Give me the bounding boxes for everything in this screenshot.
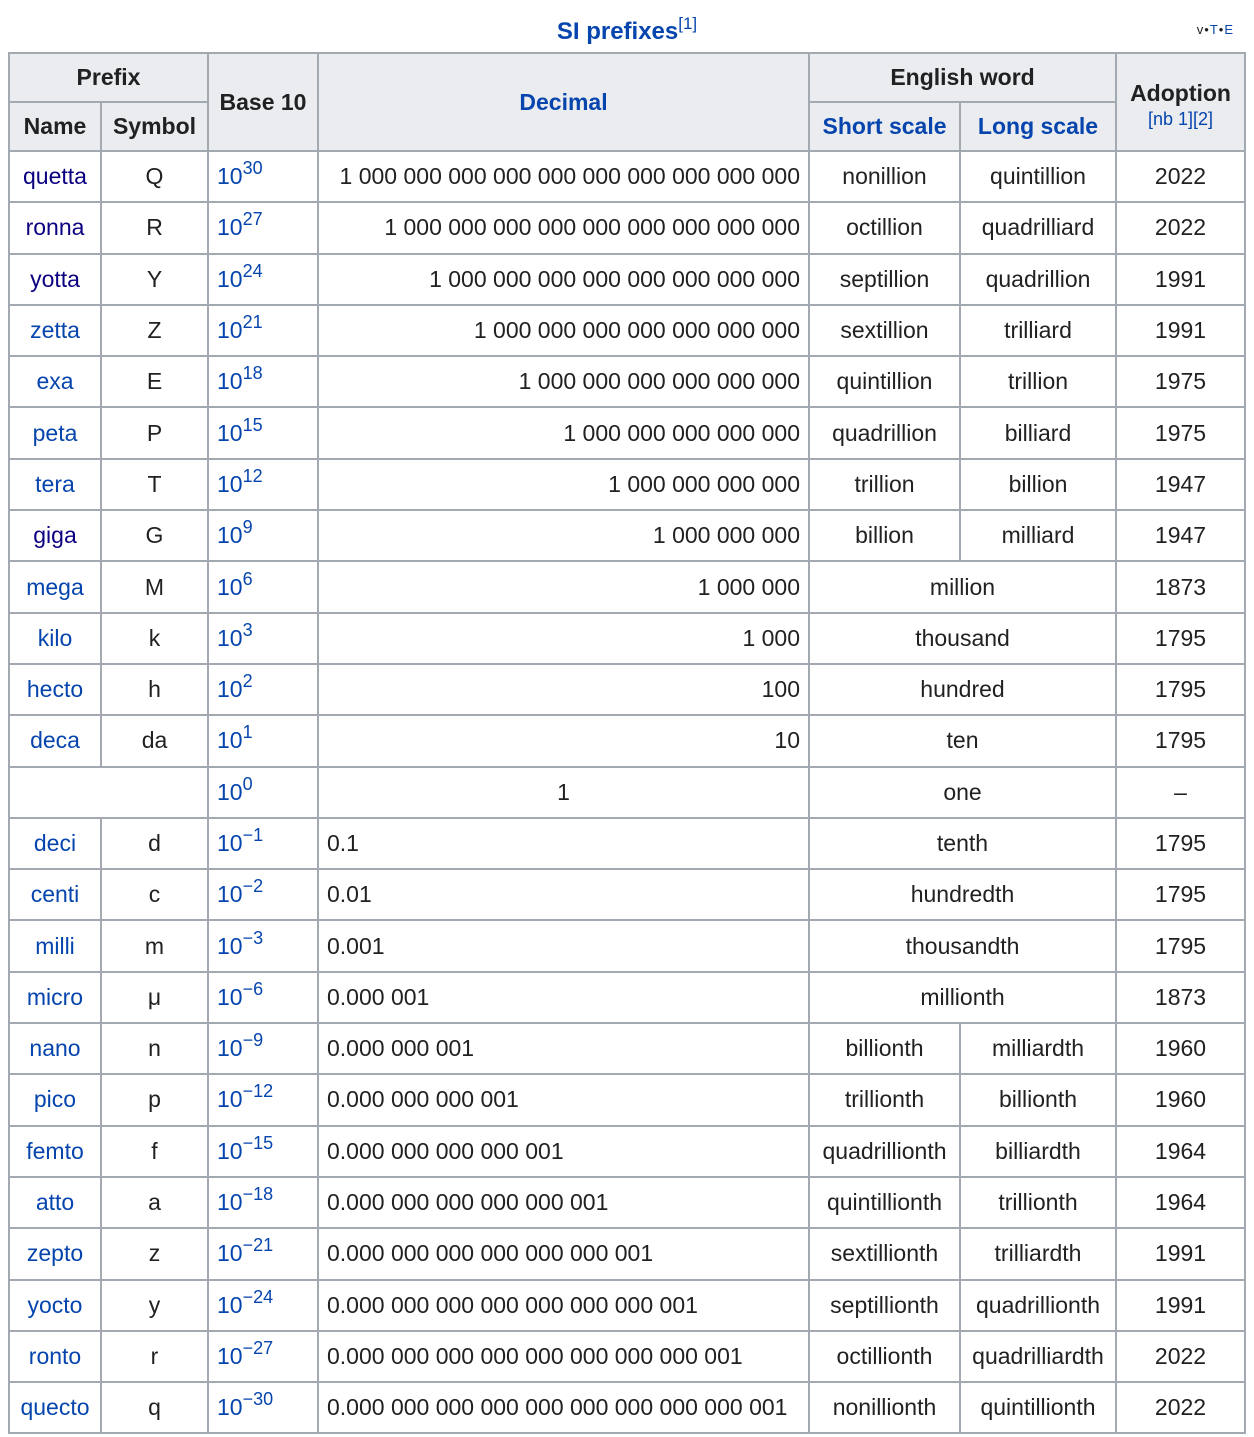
adoption-year: 1960 <box>1116 1074 1245 1125</box>
short-scale-word: trillion <box>809 459 960 510</box>
decimal-value: 0.000 001 <box>318 972 809 1023</box>
table-row <box>9 1228 1245 1279</box>
decimal-value: 1 000 000 000 <box>318 510 809 561</box>
decimal-value: 0.000 000 000 000 000 000 000 001 <box>318 1280 809 1331</box>
base-number: 10 <box>217 419 243 446</box>
short-scale-word: billion <box>809 510 960 561</box>
base-exponent: 27 <box>242 209 263 230</box>
prefix-name-link[interactable]: deci <box>9 818 101 869</box>
base-number: 10 <box>217 1086 243 1113</box>
decimal-value: 1 000 000 000 000 000 000 000 <box>318 305 809 356</box>
adoption-year: 2022 <box>1116 151 1245 202</box>
prefix-name-link[interactable]: quetta <box>9 151 101 202</box>
short-scale-word: trillionth <box>809 1074 960 1125</box>
caption-title-link[interactable]: SI prefixes <box>556 18 679 45</box>
prefix-symbol: μ <box>101 972 208 1023</box>
base-exponent: 3 <box>242 619 253 640</box>
header-name: Name <box>9 102 101 151</box>
adoption-year: 1795 <box>1116 920 1245 971</box>
base-exponent: −6 <box>242 978 264 999</box>
prefix-name-link[interactable]: giga <box>9 510 101 561</box>
adoption-year: 1991 <box>1116 1228 1245 1279</box>
prefix-symbol: y <box>101 1280 208 1331</box>
prefix-symbol: q <box>101 1382 208 1433</box>
table-row <box>9 356 1245 407</box>
base-exponent: −27 <box>242 1337 274 1358</box>
prefix-symbol: M <box>101 561 208 612</box>
prefix-name-link[interactable]: milli <box>9 920 101 971</box>
prefix-name-link[interactable]: yotta <box>9 254 101 305</box>
base10-link[interactable] <box>208 869 318 920</box>
adoption-year: 1795 <box>1116 715 1245 766</box>
header-adoption-refs[interactable]: [nb 1][2] <box>1147 109 1214 129</box>
base10-link[interactable] <box>208 1023 318 1074</box>
base-exponent: 9 <box>242 517 253 538</box>
prefix-symbol: n <box>101 1023 208 1074</box>
decimal-value: 0.000 000 000 000 000 000 000 000 000 001 <box>318 1382 809 1433</box>
long-scale-word: quadrillionth <box>960 1280 1116 1331</box>
base-number: 10 <box>217 881 243 908</box>
prefix-name-link[interactable]: femto <box>9 1126 101 1177</box>
long-scale-word: billiard <box>960 407 1116 458</box>
table-row <box>9 715 1245 766</box>
base10-link[interactable] <box>208 715 318 766</box>
base10-link[interactable] <box>208 1228 318 1279</box>
vte-separator: • <box>1204 22 1210 37</box>
base-exponent: 15 <box>242 414 263 435</box>
base10-link[interactable] <box>208 510 318 561</box>
base-number: 10 <box>217 830 243 856</box>
decimal-value: 1 000 000 000 000 000 <box>318 407 809 458</box>
adoption-year: 1795 <box>1116 818 1245 869</box>
table-caption <box>0 14 1254 46</box>
table-row <box>9 305 1245 356</box>
prefix-symbol: h <box>101 664 208 715</box>
table-row <box>9 459 1245 510</box>
prefix-name-link[interactable]: micro <box>9 972 101 1023</box>
table-row <box>9 818 1245 869</box>
base-number: 10 <box>217 676 243 703</box>
base-exponent: −2 <box>242 876 264 897</box>
adoption-year: 2022 <box>1116 1382 1245 1433</box>
adoption-year: 1947 <box>1116 459 1245 510</box>
empty-prefix-cell <box>9 767 208 818</box>
prefix-symbol: z <box>101 1228 208 1279</box>
table-row <box>9 407 1245 458</box>
decimal-value: 0.1 <box>318 818 809 869</box>
base-number: 10 <box>217 163 243 190</box>
prefix-name-link[interactable]: kilo <box>9 613 101 664</box>
base-exponent: 1 <box>242 722 253 743</box>
prefix-symbol: m <box>101 920 208 971</box>
base-number: 10 <box>217 1291 243 1318</box>
english-word: ten <box>809 715 1116 766</box>
english-word: hundred <box>809 664 1116 715</box>
decimal-value: 1 000 000 000 000 000 000 000 000 000 <box>318 202 809 253</box>
english-word: one <box>809 767 1116 818</box>
prefix-symbol: Y <box>101 254 208 305</box>
decimal-value: 0.000 000 001 <box>318 1023 809 1074</box>
prefix-symbol: d <box>101 818 208 869</box>
short-scale-word: quadrillion <box>809 407 960 458</box>
table-row <box>9 1177 1245 1228</box>
base10-link[interactable] <box>208 818 318 869</box>
long-scale-word: billionth <box>960 1074 1116 1125</box>
decimal-value: 1 <box>318 767 809 818</box>
decimal-value: 1 000 <box>318 613 809 664</box>
long-scale-word: billion <box>960 459 1116 510</box>
base-exponent: −9 <box>242 1030 264 1051</box>
long-scale-word: quadrilliard <box>960 202 1116 253</box>
base-exponent: 24 <box>242 260 263 281</box>
prefix-symbol: Q <box>101 151 208 202</box>
adoption-year: 1795 <box>1116 869 1245 920</box>
prefix-name-link[interactable]: centi <box>9 869 101 920</box>
adoption-year: 1975 <box>1116 356 1245 407</box>
base-number: 10 <box>217 727 243 754</box>
table-row <box>9 1331 1245 1382</box>
base-number: 10 <box>217 1189 243 1216</box>
base10-link[interactable] <box>208 1177 318 1228</box>
english-word: hundredth <box>809 869 1116 920</box>
short-scale-word: quintillionth <box>809 1177 960 1228</box>
base-number: 10 <box>217 368 243 395</box>
base-number: 10 <box>217 1137 243 1164</box>
decimal-value: 0.01 <box>318 869 809 920</box>
table-row <box>9 202 1245 253</box>
base-exponent: −30 <box>242 1389 274 1410</box>
adoption-year: 1991 <box>1116 305 1245 356</box>
vte-navbox <box>1197 22 1234 37</box>
base-exponent: −18 <box>242 1184 274 1205</box>
adoption-year: 2022 <box>1116 202 1245 253</box>
short-scale-word: sextillionth <box>809 1228 960 1279</box>
adoption-year: 1795 <box>1116 664 1245 715</box>
base-exponent: 0 <box>242 773 253 794</box>
prefix-name-link[interactable]: zepto <box>9 1228 101 1279</box>
english-word: millionth <box>809 972 1116 1023</box>
table-row <box>9 869 1245 920</box>
short-scale-word: nonillionth <box>809 1382 960 1433</box>
short-scale-word: quadrillionth <box>809 1126 960 1177</box>
base10-link[interactable] <box>208 305 318 356</box>
table-row <box>9 1280 1245 1331</box>
base-number: 10 <box>217 983 243 1010</box>
prefix-symbol: E <box>101 356 208 407</box>
header-adoption <box>1116 53 1245 151</box>
header-english-word: English word <box>809 53 1116 102</box>
vte-talk-link[interactable]: T <box>1209 22 1219 37</box>
base10-link[interactable] <box>208 972 318 1023</box>
base-number: 10 <box>217 1394 243 1421</box>
prefix-symbol: p <box>101 1074 208 1125</box>
long-scale-word: trillion <box>960 356 1116 407</box>
base-exponent: −3 <box>242 927 264 948</box>
base-exponent: −12 <box>242 1081 274 1102</box>
prefix-name-link[interactable]: deca <box>9 715 101 766</box>
long-scale-word: quintillion <box>960 151 1116 202</box>
decimal-value: 10 <box>318 715 809 766</box>
decimal-value: 1 000 000 000 000 000 000 000 000 000 000 <box>318 151 809 202</box>
prefix-name-link[interactable]: yocto <box>9 1280 101 1331</box>
short-scale-word: octillionth <box>809 1331 960 1382</box>
base-number: 10 <box>217 317 243 344</box>
base10-link[interactable] <box>208 356 318 407</box>
table-row <box>9 151 1245 202</box>
header-prefix: Prefix <box>9 53 208 102</box>
long-scale-word: milliardth <box>960 1023 1116 1074</box>
prefix-symbol: P <box>101 407 208 458</box>
base-exponent: 18 <box>242 363 263 384</box>
prefix-symbol: Z <box>101 305 208 356</box>
decimal-value: 0.000 000 000 000 000 000 000 000 001 <box>318 1331 809 1382</box>
prefix-symbol: a <box>101 1177 208 1228</box>
adoption-year: 1873 <box>1116 561 1245 612</box>
long-scale-word: quadrillion <box>960 254 1116 305</box>
short-scale-word: octillion <box>809 202 960 253</box>
table-row <box>9 613 1245 664</box>
prefix-symbol: k <box>101 613 208 664</box>
base-number: 10 <box>217 470 243 497</box>
prefix-name-link[interactable]: exa <box>9 356 101 407</box>
prefix-name-link[interactable]: hecto <box>9 664 101 715</box>
base-exponent: −1 <box>242 825 264 845</box>
adoption-year: 1964 <box>1116 1126 1245 1177</box>
base-number: 10 <box>217 265 243 292</box>
table-row <box>9 254 1245 305</box>
base-exponent: 12 <box>242 465 263 486</box>
long-scale-word: quadrilliardth <box>960 1331 1116 1382</box>
si-prefixes-table <box>8 52 1246 1434</box>
decimal-value: 1 000 000 <box>318 561 809 612</box>
header-adoption-label: Adoption <box>1130 80 1231 106</box>
base-exponent: −24 <box>242 1286 274 1307</box>
adoption-year: 1975 <box>1116 407 1245 458</box>
base10-link[interactable] <box>208 254 318 305</box>
base-number: 10 <box>217 624 243 651</box>
table-row <box>9 664 1245 715</box>
decimal-value: 1 000 000 000 000 000 000 000 000 <box>318 254 809 305</box>
english-word: million <box>809 561 1116 612</box>
prefix-name-link[interactable]: pico <box>9 1074 101 1125</box>
table-row <box>9 1023 1245 1074</box>
table-row <box>9 1126 1245 1177</box>
adoption-year: 1960 <box>1116 1023 1245 1074</box>
caption-reference[interactable]: [1] <box>678 14 698 33</box>
adoption-year: 1873 <box>1116 972 1245 1023</box>
prefix-name-link[interactable]: atto <box>9 1177 101 1228</box>
prefix-name-link[interactable]: ronna <box>9 202 101 253</box>
decimal-value: 0.000 000 000 000 001 <box>318 1126 809 1177</box>
prefix-symbol: R <box>101 202 208 253</box>
base10-link[interactable] <box>208 1126 318 1177</box>
base-exponent: 30 <box>242 158 263 179</box>
prefix-symbol: G <box>101 510 208 561</box>
long-scale-word: trilliard <box>960 305 1116 356</box>
header-decimal-link[interactable]: Decimal <box>318 53 809 151</box>
table-row-unity <box>9 767 1245 818</box>
base-number: 10 <box>217 573 243 600</box>
long-scale-word: quintillionth <box>960 1382 1116 1433</box>
table-title-bar <box>0 0 1254 52</box>
adoption-year: 1991 <box>1116 1280 1245 1331</box>
base-number: 10 <box>217 778 243 805</box>
short-scale-word: sextillion <box>809 305 960 356</box>
short-scale-word: septillion <box>809 254 960 305</box>
adoption-year: 1947 <box>1116 510 1245 561</box>
base-exponent: 2 <box>242 671 253 692</box>
prefix-symbol: f <box>101 1126 208 1177</box>
adoption-year: 1991 <box>1116 254 1245 305</box>
header-long-scale-link[interactable]: Long scale <box>960 102 1116 151</box>
long-scale-word: trilliardth <box>960 1228 1116 1279</box>
adoption-year: 1795 <box>1116 613 1245 664</box>
prefix-name-link[interactable]: mega <box>9 561 101 612</box>
english-word: thousandth <box>809 920 1116 971</box>
base10-link[interactable] <box>208 1280 318 1331</box>
base-number: 10 <box>217 1342 243 1369</box>
prefix-symbol: c <box>101 869 208 920</box>
prefix-name-link[interactable]: zetta <box>9 305 101 356</box>
base-number: 10 <box>217 214 243 241</box>
base10-link[interactable] <box>208 202 318 253</box>
base10-link[interactable] <box>208 459 318 510</box>
base-exponent: −21 <box>242 1235 274 1256</box>
table-row <box>9 1382 1245 1433</box>
table-body <box>9 151 1245 1433</box>
header-short-scale-link[interactable]: Short scale <box>809 102 960 151</box>
base-exponent: 21 <box>242 312 263 333</box>
base-number: 10 <box>217 1240 243 1267</box>
long-scale-word: trillionth <box>960 1177 1116 1228</box>
vte-edit-link[interactable]: E <box>1224 22 1234 37</box>
table-row <box>9 972 1245 1023</box>
table-row <box>9 510 1245 561</box>
vte-separator: • <box>1218 22 1225 37</box>
short-scale-word: billionth <box>809 1023 960 1074</box>
base10-link[interactable] <box>208 1074 318 1125</box>
adoption-year: 1964 <box>1116 1177 1245 1228</box>
prefix-symbol: r <box>101 1331 208 1382</box>
table-row <box>9 1074 1245 1125</box>
base-number: 10 <box>217 522 243 549</box>
header-symbol: Symbol <box>101 102 208 151</box>
prefix-name-link[interactable]: tera <box>9 459 101 510</box>
prefix-name-link[interactable]: ronto <box>9 1331 101 1382</box>
decimal-value: 0.000 000 000 000 000 000 001 <box>318 1228 809 1279</box>
long-scale-word: milliard <box>960 510 1116 561</box>
base10-link[interactable] <box>208 613 318 664</box>
base10-link[interactable] <box>208 407 318 458</box>
decimal-value: 0.000 000 000 000 000 001 <box>318 1177 809 1228</box>
decimal-value: 0.000 000 000 001 <box>318 1074 809 1125</box>
base10-link[interactable] <box>208 561 318 612</box>
base-exponent: 6 <box>242 568 253 589</box>
base-number: 10 <box>217 932 243 959</box>
base10-link[interactable] <box>208 1331 318 1382</box>
prefix-name-link[interactable]: nano <box>9 1023 101 1074</box>
base10-link[interactable] <box>208 151 318 202</box>
table-row <box>9 561 1245 612</box>
adoption-year: 2022 <box>1116 1331 1245 1382</box>
base10-link[interactable] <box>208 920 318 971</box>
short-scale-word: nonillion <box>809 151 960 202</box>
prefix-symbol: da <box>101 715 208 766</box>
base-exponent: −15 <box>242 1132 274 1153</box>
english-word: thousand <box>809 613 1116 664</box>
adoption-year: – <box>1116 767 1245 818</box>
base10-link[interactable] <box>208 664 318 715</box>
prefix-symbol: T <box>101 459 208 510</box>
table-row <box>9 920 1245 971</box>
base10-link[interactable] <box>208 1382 318 1433</box>
header-base10: Base 10 <box>208 53 318 151</box>
short-scale-word: septillionth <box>809 1280 960 1331</box>
vte-view-link[interactable]: v <box>1196 22 1205 37</box>
base-number: 10 <box>217 1035 243 1062</box>
english-word: tenth <box>809 818 1116 869</box>
decimal-value: 1 000 000 000 000 000 000 <box>318 356 809 407</box>
long-scale-word: billiardth <box>960 1126 1116 1177</box>
prefix-name-link[interactable]: quecto <box>9 1382 101 1433</box>
prefix-name-link[interactable]: peta <box>9 407 101 458</box>
decimal-value: 0.001 <box>318 920 809 971</box>
base10-link[interactable] <box>208 767 318 818</box>
decimal-value: 1 000 000 000 000 <box>318 459 809 510</box>
decimal-value: 100 <box>318 664 809 715</box>
short-scale-word: quintillion <box>809 356 960 407</box>
